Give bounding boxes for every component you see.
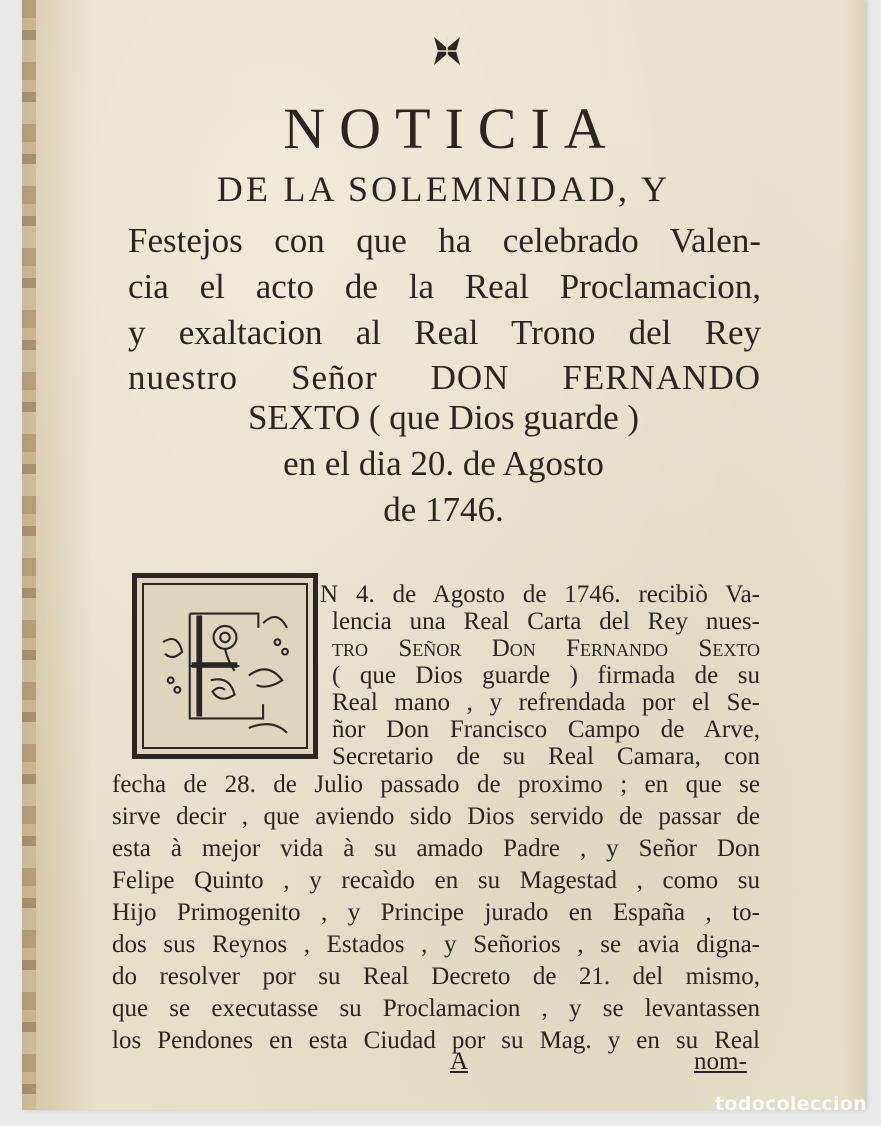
body-line: ñor Don Francisco Campo de Arve, (332, 716, 760, 743)
signature-mark: A (450, 1048, 469, 1075)
document-page (22, 0, 865, 1110)
body-line: dos sus Reynos , Estados , y Señorios , se avia digna- (112, 931, 760, 958)
body-line: do resolver por su Real Decreto de 21. del mismo, (112, 963, 760, 990)
title-center-line: en el dia 20. de Agosto (283, 444, 604, 483)
body-line: esta à mejor vida à su amado Padre , y Señor Don (112, 835, 760, 862)
maltese-cross-icon (430, 34, 464, 68)
title-line: nuestro Señor DON FERNANDO (128, 358, 761, 397)
document-title: NOTICIA (283, 96, 620, 161)
body-line: Real mano , y refrendada por el Se- (332, 689, 760, 716)
title-line: cia el acto de la Real Proclamacion, (128, 267, 761, 306)
title-line: Festejos con que ha celebrado Valen- (128, 221, 761, 260)
body-line: ( que Dios guarde ) firmada de su (332, 662, 760, 689)
body-line: N 4. de Agosto de 1746. recibiò Va- (320, 581, 760, 608)
watermark-text: todocoleccion (714, 1093, 867, 1115)
ornamental-drop-cap (132, 573, 318, 759)
title-line: y exaltacion al Real Trono del Rey (128, 313, 761, 352)
body-line: Secretario de su Real Camara, con (332, 743, 760, 770)
floral-e-icon (144, 585, 306, 747)
body-line: Hijo Primogenito , y Principe jurado en España , to- (112, 899, 760, 926)
body-line: tro Señor Don Fernando Sexto (332, 635, 760, 662)
body-line: Felipe Quinto , y recaìdo en su Magestad , como su (112, 867, 760, 894)
body-line: que se executasse su Proclamacion , y se levantassen (112, 995, 760, 1022)
body-line: sirve decir , que aviendo sido Dios servido de passar de (112, 803, 760, 830)
body-line: lencia una Real Carta del Rey nues- (332, 608, 760, 635)
catchword: nom- (694, 1048, 747, 1075)
title-center-line: de 1746. (383, 490, 504, 529)
body-line: fecha de 28. de Julio passado de proximo ; en que se (112, 771, 760, 798)
title-center-line: SEXTO ( que Dios guarde ) (247, 398, 640, 437)
document-subtitle: DE LA SOLEMNIDAD, Y (216, 169, 671, 209)
body-line: los Pendones en esta Ciudad por su Mag. y en su Real (112, 1027, 760, 1054)
